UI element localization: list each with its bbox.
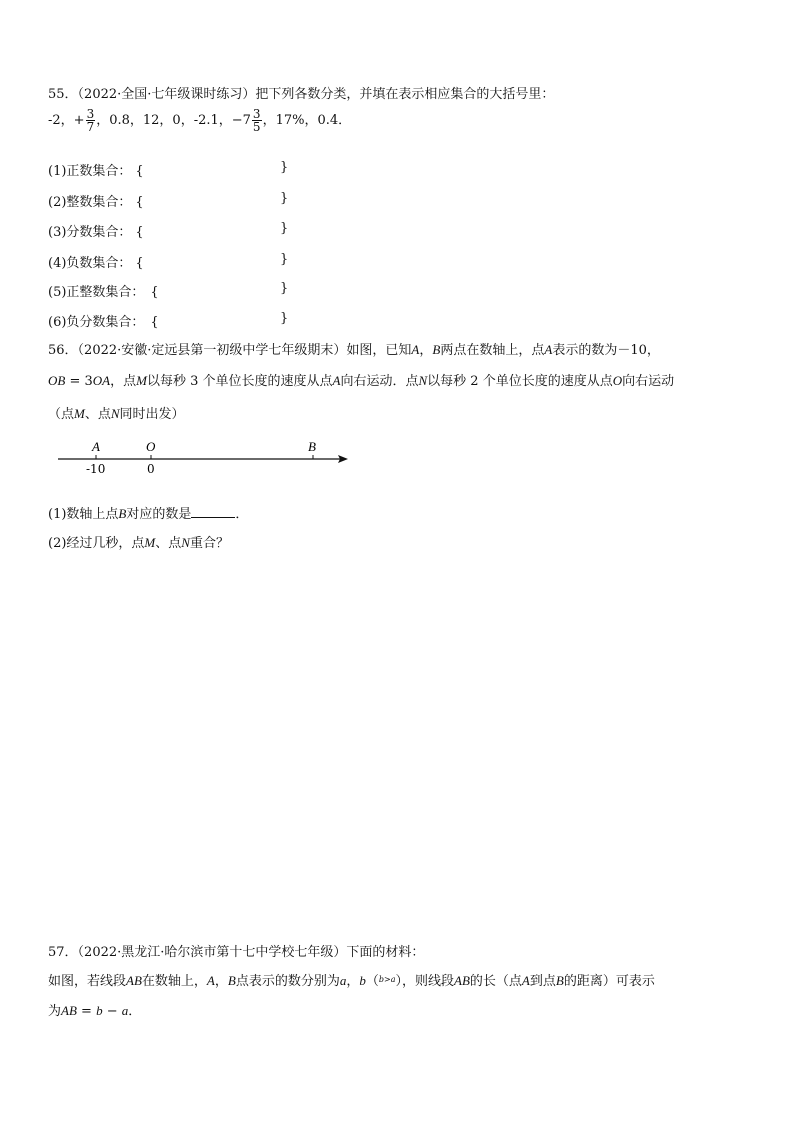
close-brace: }: [280, 281, 289, 296]
var-b: b: [96, 1003, 103, 1018]
var-A: A: [411, 342, 420, 357]
fraction-3-7: [86, 108, 96, 133]
var-O: O: [612, 373, 623, 388]
tick-label-A: -10: [86, 462, 106, 476]
q57-text: ）: [395, 974, 402, 989]
q55-numbers-line: [48, 108, 351, 133]
q56-text: 向右运动．点: [340, 374, 419, 389]
q55-nums-c: ，17%，0.4．: [262, 113, 352, 128]
q56-source: （2022·安徽·定远县第一初级中学七年级期末）: [77, 343, 347, 358]
set-label: (2)整数集合：: [48, 195, 132, 210]
q57-prompt: 下面的材料：: [346, 945, 425, 960]
q57-line-1: [48, 970, 655, 989]
q57-text: 的距离）可表示: [563, 974, 655, 989]
q57-text: ，则线段: [402, 974, 455, 989]
set-row: [48, 221, 144, 240]
open-brace: {: [150, 285, 159, 300]
q55-prompt: 把下列各数分类，并填在表示相应集合的大括号里：: [255, 87, 555, 102]
fraction-3-5: [252, 108, 262, 133]
var-A: A: [332, 373, 341, 388]
q57-number: 57．: [48, 945, 78, 960]
close-brace: }: [280, 191, 289, 206]
q57-text: 到点: [529, 974, 556, 989]
frac-numerator: 3: [86, 107, 95, 121]
q56-text: 表示的数为－10，: [552, 343, 660, 358]
q57-text: ．: [128, 1004, 142, 1019]
q55-source: （2022·全国·七年级课时练习）: [77, 87, 256, 102]
var-M: M: [74, 406, 85, 421]
q56-text: 重合？: [189, 536, 229, 551]
q57-title-line: [48, 941, 424, 960]
var-OB: OB: [48, 373, 66, 388]
var-a: a: [339, 973, 347, 988]
var-B: B: [432, 342, 441, 357]
set-row: [48, 311, 159, 330]
q57-text: ，: [346, 974, 360, 989]
close-brace: }: [280, 221, 289, 236]
q55-number: 55．: [48, 87, 78, 102]
q56-line-2: [48, 370, 674, 389]
q56-text: ，点: [110, 374, 137, 389]
q56-text: 如图，已知: [346, 343, 412, 358]
var-N: N: [110, 406, 120, 421]
q56-text: （点: [48, 407, 75, 422]
var-a: a: [121, 1003, 129, 1018]
point-label-A: A: [92, 439, 100, 454]
set-row: [48, 191, 144, 210]
var-A: A: [544, 342, 553, 357]
q56-text: 两点在数轴上，点: [440, 343, 545, 358]
var-AB: AB: [454, 973, 470, 988]
var-OA: OA: [92, 373, 111, 388]
point-label-O: O: [146, 439, 156, 454]
q55-title-line: [48, 83, 554, 102]
var-B: B: [555, 973, 564, 988]
q55-nums-a: -2，+: [48, 113, 85, 128]
tick-label-O: 0: [147, 462, 155, 476]
number-line-figure: [52, 436, 357, 478]
open-brace: {: [135, 225, 144, 240]
set-label: (1)正数集合：: [48, 164, 132, 179]
q56-text: (2)经过几秒，点: [48, 536, 145, 551]
q55-nums-b: ，0.8，12，0，-2.1，−7: [96, 113, 251, 128]
set-row: [48, 160, 144, 179]
frac-denominator: 5: [252, 120, 261, 134]
q56-line-1: [48, 339, 660, 358]
set-label: (3)分数集合：: [48, 225, 132, 240]
eq-text: −: [102, 1004, 122, 1019]
q57-text: 的长（点: [469, 974, 522, 989]
q57-source: （2022·黑龙江·哈尔滨市第十七中学校七年级）: [77, 945, 347, 960]
q57-text: 如图，若线段: [48, 974, 127, 989]
q56-text: ，: [419, 343, 433, 358]
q56-part-2: [48, 532, 229, 551]
open-brace: {: [135, 195, 144, 210]
close-brace: }: [280, 252, 289, 267]
var-A: A: [206, 973, 215, 988]
answer-blank: [191, 505, 235, 518]
q56-number: 56．: [48, 343, 78, 358]
var-M: M: [144, 535, 156, 550]
frac-denominator: 7: [86, 120, 95, 134]
q56-text: 同时出发）: [119, 407, 185, 422]
set-label: (5)正整数集合：: [48, 285, 145, 300]
set-row: [48, 281, 159, 300]
q57-text: 点表示的数分别为: [235, 974, 340, 989]
q56-text: (1)数轴上点: [48, 507, 119, 522]
frac-numerator: 3: [252, 107, 261, 121]
q57-text: 在数轴上，: [141, 974, 207, 989]
set-row: [48, 252, 144, 271]
q56-text: 、点: [155, 536, 182, 551]
close-brace: }: [280, 311, 289, 326]
var-B: B: [118, 506, 127, 521]
var-B: B: [227, 973, 236, 988]
q56-text: 以每秒 3 个单位长度的速度从点: [146, 374, 333, 389]
set-label: (4)负数集合：: [48, 256, 132, 271]
condition-b-gt-a: b>a: [378, 975, 396, 984]
q57-text: 为: [48, 1004, 62, 1019]
set-label: (6)负分数集合：: [48, 315, 145, 330]
q57-text: （: [365, 974, 379, 989]
var-b: b: [359, 973, 366, 988]
q56-text: ．: [235, 507, 249, 522]
q57-line-2: [48, 1000, 141, 1019]
q56-line-3: [48, 403, 185, 422]
var-N: N: [418, 373, 428, 388]
q56-text: 以每秒 2 个单位长度的速度从点: [427, 374, 613, 389]
q56-text: 对应的数是: [126, 507, 192, 522]
var-A: A: [521, 973, 530, 988]
point-label-B: B: [308, 439, 316, 454]
var-M: M: [136, 373, 147, 388]
open-brace: {: [150, 315, 159, 330]
eq-text: =: [76, 1004, 97, 1019]
var-AB: AB: [126, 973, 142, 988]
q56-text: 、点: [84, 407, 111, 422]
open-brace: {: [135, 256, 144, 271]
var-N: N: [181, 535, 190, 550]
q56-part-1: [48, 503, 248, 522]
q57-text: ，: [214, 974, 228, 989]
eq-text: = 3: [65, 374, 93, 389]
q56-text: 向右运动: [622, 374, 675, 389]
open-brace: {: [135, 164, 144, 179]
close-brace: }: [280, 160, 289, 175]
var-AB: AB: [61, 1003, 77, 1018]
